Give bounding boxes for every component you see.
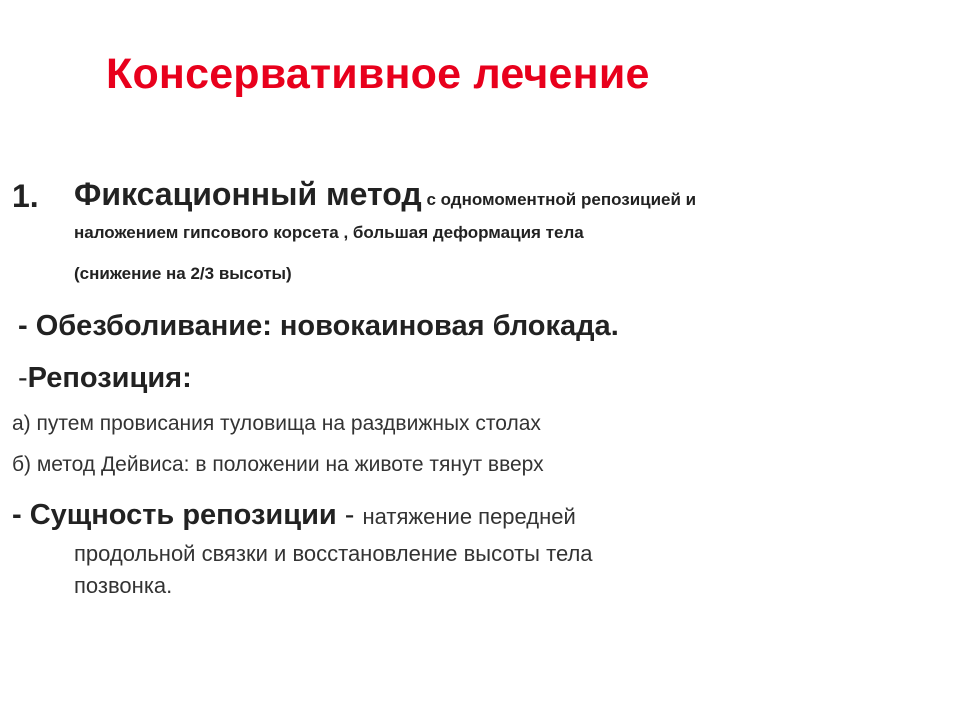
essence-point [12, 498, 772, 534]
anesthesia-point: - Обезболивание: новокаиновая блокада. [18, 310, 619, 342]
list-number: 1. [12, 178, 39, 214]
reposition-option-a: а) путем провисания туловища на раздвижных столах [12, 412, 541, 435]
fixation-method-heading [74, 176, 696, 213]
essence-text: натяжение передней [362, 504, 576, 529]
fixation-method-line2: наложением гипсового корсета , большая деформация тела [74, 223, 584, 242]
essence-label: - Сущность репозиции [12, 499, 337, 531]
reposition-heading [18, 362, 192, 395]
reposition-dash: - [18, 362, 28, 394]
reposition-option-b: б) метод Дейвиса: в положении на животе тянут вверх [12, 453, 544, 476]
slide-title: Консервативное лечение [106, 50, 650, 98]
essence-continuation: продольной связки и восстановление высоты тела позвонка. [74, 541, 593, 598]
reposition-title: Репозиция: [27, 362, 192, 394]
fixation-method-title: Фиксационный метод [74, 176, 422, 212]
fixation-method-subtitle: с одномоментной репозицией и [421, 190, 697, 209]
fixation-method-line3: (снижение на 2/3 высоты) [74, 264, 292, 283]
essence-dash: - [336, 499, 363, 531]
